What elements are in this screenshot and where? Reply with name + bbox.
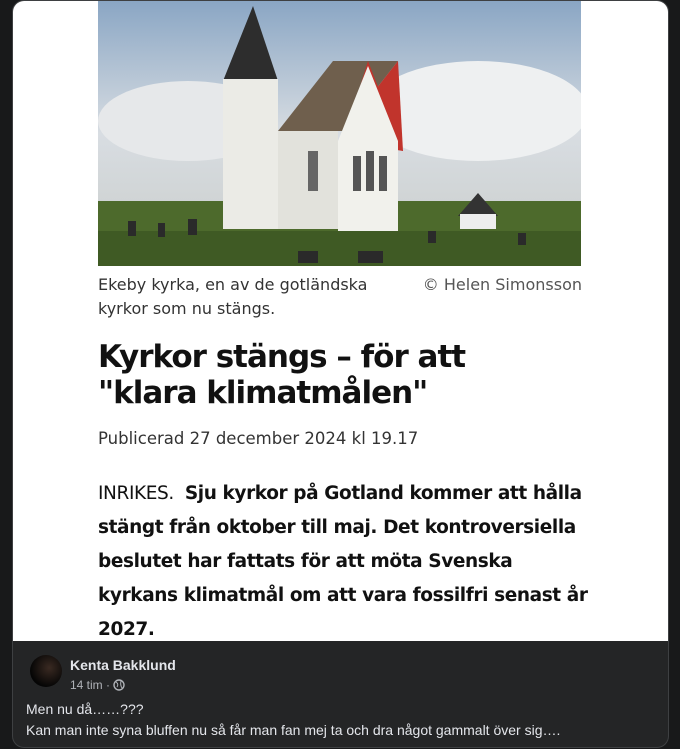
post-time[interactable]: 14 tim bbox=[70, 678, 103, 692]
church-photo bbox=[98, 1, 581, 266]
post-card bbox=[12, 0, 669, 748]
post-text-line: Kan man inte syna bluffen nu så får man fan mej ta och dra något gammalt över sig…. bbox=[26, 722, 561, 738]
post-text-line: Men nu då……??? bbox=[26, 701, 144, 717]
published-date: Publicerad 27 december 2024 kl 19.17 bbox=[98, 429, 419, 448]
photo-caption bbox=[98, 273, 582, 321]
caption-text: Ekeby kyrka, en av de gotländska kyrkor som nu stängs. bbox=[98, 275, 368, 318]
author-name[interactable]: Kenta Bakklund bbox=[70, 657, 176, 673]
article-headline bbox=[98, 339, 578, 411]
shared-image[interactable] bbox=[13, 1, 668, 641]
avatar[interactable] bbox=[30, 655, 62, 687]
post-text bbox=[26, 699, 560, 741]
article-lead bbox=[98, 477, 588, 647]
photo-credit: © Helen Simonsson bbox=[422, 275, 582, 294]
headline-line: Kyrkor stängs – för att bbox=[98, 339, 466, 375]
separator: · bbox=[106, 678, 111, 692]
globe-icon[interactable] bbox=[113, 679, 125, 691]
lead-text: Sju kyrkor på Gotland kommer att hålla stängt från oktober till maj. Det kontroversiella beslutet har fattats för att möta Svenska kyrkans klimatmål om att vara fossilfri senast år 2027. bbox=[98, 483, 588, 640]
post-meta bbox=[70, 678, 125, 692]
headline-line: "klara klimatmålen" bbox=[98, 375, 428, 411]
section-label: INRIKES. bbox=[98, 483, 174, 504]
